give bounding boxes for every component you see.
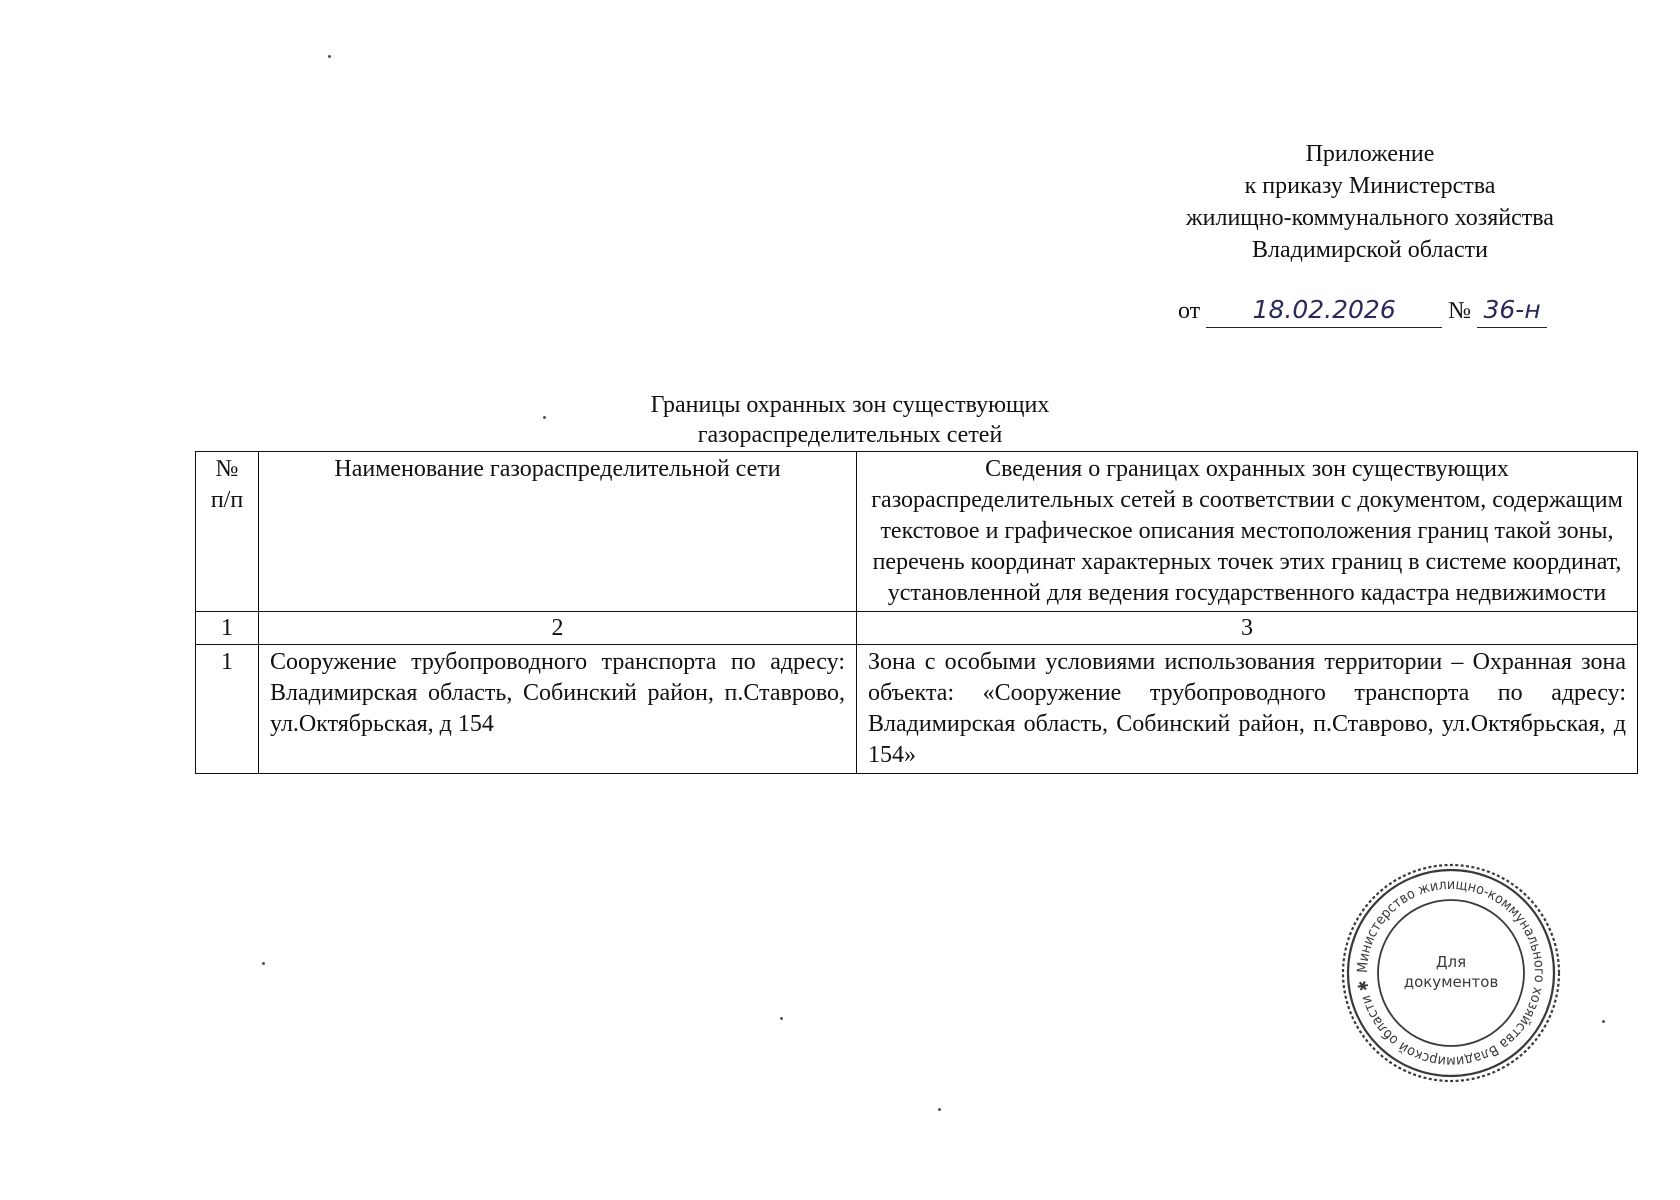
- order-number-label: №: [1448, 298, 1472, 324]
- column-number-2: 2: [259, 612, 857, 645]
- order-from-label: от: [1178, 298, 1201, 324]
- table-header-row: [196, 452, 1638, 612]
- appendix-line-2: к приказу Министерства: [1244, 173, 1496, 199]
- header-number: № п/п: [196, 452, 259, 612]
- column-number-1: 1: [196, 612, 259, 645]
- scan-speck: [328, 55, 331, 58]
- official-seal: [1338, 860, 1564, 1086]
- column-number-3: 3: [857, 612, 1638, 645]
- zones-table: [195, 451, 1638, 774]
- scan-speck: [1602, 1020, 1605, 1023]
- seal-graphic: [1338, 860, 1564, 1086]
- column-number-row: [196, 612, 1638, 645]
- header-network-name: Наименование газораспределительной сети: [259, 452, 857, 612]
- table-row: [196, 645, 1638, 774]
- title-line-2: газораспределительных сетей: [697, 422, 1003, 448]
- header-zone-info: Сведения о границах охранных зон существующих газораспределительных сетей в соответствии с документом, содержащим текстовое и графическое описания местоположения границ такой зоны, перечень координат характерных точек этих границ в системе координат, установленной для ведения государственного кадастра недвижимости: [857, 452, 1638, 612]
- row-number: 1: [196, 645, 259, 774]
- order-date-handwritten: 18.02.2026: [1206, 297, 1442, 328]
- appendix-line-4: Владимирской области: [1252, 237, 1488, 263]
- row-network-name: Сооружение трубопроводного транспорта по адресу: Владимирская область, Собинский район, п.Ставрово, ул.Октябрьская, д 154: [259, 645, 857, 774]
- seal-center-line-2: документов: [1403, 973, 1499, 991]
- appendix-line-3: жилищно-коммунального хозяйства: [1186, 205, 1554, 231]
- title-line-1: Границы охранных зон существующих: [650, 392, 1050, 418]
- scan-speck: [938, 1108, 941, 1111]
- scan-speck: [780, 1017, 783, 1020]
- seal-center-line-1: Для: [1435, 953, 1467, 971]
- order-reference: [1178, 294, 1598, 330]
- document-title: [560, 390, 1140, 450]
- seal-ring-text: Министерство жилищно-коммунального хозяйства Владимирской области ✱: [1354, 876, 1548, 1070]
- row-zone-info: Зона с особыми условиями использования территории – Охранная зона объекта: «Сооружение трубопроводного транспорта по адресу: Владимирская область, Собинский район, п.Ставрово, ул.Октябрьская, д 154»: [857, 645, 1638, 774]
- order-number-handwritten: 36-н: [1477, 297, 1547, 328]
- scan-speck: [543, 416, 546, 419]
- scan-speck: [262, 962, 265, 965]
- appendix-header: [1130, 138, 1610, 266]
- appendix-line-1: Приложение: [1305, 141, 1435, 167]
